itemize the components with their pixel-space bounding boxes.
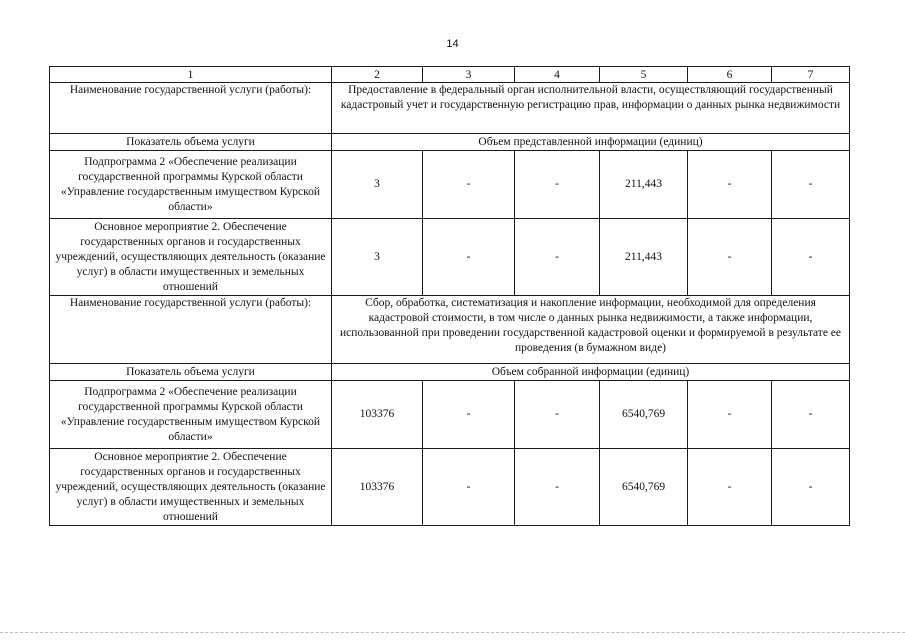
- cell-value: -: [515, 151, 600, 219]
- cell-value: -: [688, 381, 772, 449]
- indicator-value: Объем представленной информации (единиц): [332, 134, 850, 151]
- indicator-label: Показатель объема услуги: [50, 364, 332, 381]
- table-row: [50, 381, 850, 449]
- page-number: 14: [446, 38, 459, 50]
- column-header: 2: [332, 67, 423, 83]
- cell-value: -: [688, 449, 772, 526]
- service-name-label: Наименование государственной услуги (работы):: [50, 296, 332, 364]
- cell-value: -: [772, 219, 850, 296]
- column-header: 4: [515, 67, 600, 83]
- cell-value: -: [688, 219, 772, 296]
- column-header: 3: [423, 67, 515, 83]
- cell-value: 103376: [332, 381, 423, 449]
- cell-value: 211,443: [600, 219, 688, 296]
- cell-value: -: [515, 219, 600, 296]
- cell-value: -: [515, 449, 600, 526]
- indicator-value: Объем собранной информации (единиц): [332, 364, 850, 381]
- cell-value: -: [772, 449, 850, 526]
- service-volume-table: [49, 66, 850, 526]
- row-label: Основное мероприятие 2. Обеспечение государственных органов и государственных учреждений, осуществляющих деятельность (оказание услуг) в области имущественных и земельных отношений: [50, 449, 332, 526]
- row-label: Подпрограмма 2 «Обеспечение реализации государственной программы Курской области «Управление государственным имуществом Курской области»: [50, 381, 332, 449]
- service-name-label: Наименование государственной услуги (работы):: [50, 83, 332, 134]
- column-header: 5: [600, 67, 688, 83]
- column-header: 6: [688, 67, 772, 83]
- indicator-row: [50, 134, 850, 151]
- cell-value: -: [423, 219, 515, 296]
- service-name-value: Предоставление в федеральный орган исполнительной власти, осуществляющий государственный кадастровый учет и государственную регистрацию прав, информации о данных рынка недвижимости: [332, 83, 850, 134]
- service-name-row: [50, 83, 850, 134]
- column-header: 7: [772, 67, 850, 83]
- cell-value: -: [688, 151, 772, 219]
- cell-value: -: [423, 151, 515, 219]
- cell-value: -: [423, 381, 515, 449]
- column-number-row: [50, 67, 850, 83]
- cell-value: 211,443: [600, 151, 688, 219]
- cell-value: -: [515, 381, 600, 449]
- table-row: [50, 151, 850, 219]
- cell-value: -: [423, 449, 515, 526]
- indicator-row: [50, 364, 850, 381]
- cell-value: 3: [332, 219, 423, 296]
- table-row: [50, 219, 850, 296]
- cell-value: -: [772, 381, 850, 449]
- cell-value: 103376: [332, 449, 423, 526]
- column-header: 1: [50, 67, 332, 83]
- service-name-row: [50, 296, 850, 364]
- cell-value: -: [772, 151, 850, 219]
- service-name-value: Сбор, обработка, систематизация и накопление информации, необходимой для определения кадастровой стоимости, в том числе о данных рынка недвижимости, а также информации, использованной при проведении государственной кадастровой оценки и формируемой в результате ее проведения (в бумажном виде): [332, 296, 850, 364]
- scan-edge-divider: [0, 632, 905, 633]
- indicator-label: Показатель объема услуги: [50, 134, 332, 151]
- table-row: [50, 449, 850, 526]
- cell-value: 6540,769: [600, 381, 688, 449]
- row-label: Подпрограмма 2 «Обеспечение реализации государственной программы Курской области «Управление государственным имуществом Курской области»: [50, 151, 332, 219]
- cell-value: 6540,769: [600, 449, 688, 526]
- cell-value: 3: [332, 151, 423, 219]
- row-label: Основное мероприятие 2. Обеспечение государственных органов и государственных учреждений, осуществляющих деятельность (оказание услуг) в области имущественных и земельных отношений: [50, 219, 332, 296]
